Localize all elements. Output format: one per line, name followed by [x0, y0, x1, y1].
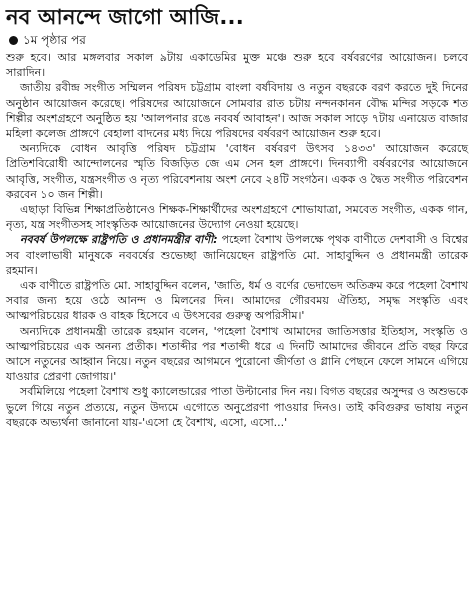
paragraph-2 [6, 80, 468, 141]
paragraph-8-text: সর্বমিলিয়ে পহেলা বৈশাখ শুধু ক্যালেন্ডারের পাতা উল্টানোর দিন নয়। বিগত বছরের অসুন্দর ও অশুভকে ভুলে গিয়ে নতুন প্রত্যয়ে, নতুন উদ্যমে এগোতে অনুপ্রেরণা পাওয়ার দিনও। তাই কবিগুরুর ভাষায় নতুন বছরকে অভ্যর্থনা জানানো যায়-'এসো হে বৈশাখ, এসো, এসো...' [6, 385, 468, 429]
paragraph-5 [6, 232, 468, 278]
paragraph-7 [6, 324, 468, 385]
paragraph-7-text: অন্যদিকে প্রধানমন্ত্রী তারেক রহমান বলেন, 'পহেলা বৈশাখ আমাদের জাতিসত্তার ইতিহাস, সংস্কৃতি ও আত্মপরিচয়ের এক অনন্য প্রতীক। শতাব্দীর পর শতাব্দী ধরে এ দিনটি আমাদের জীবনে প্রতি বছর ফিরে আসে নতুনের আহ্বান নিয়ে। নতুন বছরের আগমনে পুরোনো জীর্ণতা ও গ্লানি পেছনে ফেলে সামনে এগিয়ে যাওয়ার প্রেরণা জোগায়।' [6, 324, 468, 384]
paragraph-4-text: এছাড়া বিভিন্ন শিক্ষাপ্রতিষ্ঠানেও শিক্ষক-শিক্ষার্থীদের অংশগ্রহণে শোভাযাত্রা, সমবেত সংগীত, একক গান, নৃত্য, যন্ত্র সংগীতসহ সাংস্কৃতিক আয়োজনের উদ্যোগ নেওয়া হয়েছে। [6, 203, 468, 232]
paragraph-4 [6, 202, 468, 232]
bullet-dot-icon [9, 36, 18, 45]
paragraph-6-text: এক বাণীতে রাষ্ট্রপতি মো. সাহাবুদ্দিন বলেন, 'জাতি, ধর্ম ও বর্ণের ভেদাভেদ অতিক্রম করে পহেলা বৈশাখ সবার জন্য হয়ে ওঠে আনন্দ ও মিলনের দিন। আমাদের গৌরবময় ঐতিহ্য, সমৃদ্ধ সংস্কৃতি এবং আত্মপরিচয়ের ধারক ও বাহক হিসেবে এ উৎসবের গুরুত্ব অপরিসীম।' [6, 279, 468, 323]
paragraph-1-text: শুরু হবে। আর মঙ্গলবার সকাল ৯টায় একাডেমির মুক্ত মঞ্চে শুরু হবে বর্ষবরণের আয়োজন। চলবে সারাদিন। [6, 51, 468, 80]
paragraph-2-text: জাতীয় রবীন্দ্র সংগীত সম্মিলন পরিষদ চট্টগ্রাম বাংলা বর্ষবিদায় ও নতুন বছরকে বরণ করতে দুই দিনের অনুষ্ঠান আয়োজন করেছে। পরিষদের আয়োজনে সোমবার রাত চটায় নন্দনকানন বৌদ্ধ মন্দির সড়কে শত শিল্পীর অংশগ্রহণে অনুষ্ঠিত হয় 'আলপনার রঙে নববর্ষ আবাহন'। আজ সকাল সাড়ে ৭টায় এনায়েত বাজার মহিলা কলেজ প্রাঙ্গণে বেহালা বাদনের মধ্য দিয়ে পরিষদের বর্ষবরণ আয়োজন শুরু হবে। [6, 81, 468, 141]
paragraph-3 [6, 141, 468, 202]
headline: নব আনন্দে জাগো আজি... [6, 5, 244, 29]
continued-from-line [6, 32, 468, 48]
continued-label: ১ম পৃষ্ঠার পর [23, 33, 86, 47]
paragraph-1 [6, 50, 468, 80]
paragraph-6 [6, 278, 468, 324]
messages-subheading: নববর্ষ উপলক্ষে রাষ্ট্রপতি ও প্রধানমন্ত্রীর বাণী: [20, 233, 218, 247]
paragraph-3-text: অন্যদিকে বোধন আবৃত্তি পরিষদ চট্টগ্রাম 'বোধন বর্ষবরণ উৎসব ১৪৩৩' আয়োজন করেছে প্রিতিশবিরোধী আন্দোলনের স্মৃতি বিজড়িত জে এম সেন হল প্রাঙ্গণে। দিনব্যাপী বর্ষবরণের আয়োজনে আবৃত্তি, সংগীত, যন্ত্রসংগীত ও নৃত্য পরিবেশনায় অংশ নেবে ২৪টি সংগঠন। একক ও দ্বৈত সংগীত পরিবেশন করবেন ১০ জন শিল্পী। [6, 142, 468, 201]
paragraph-8 [6, 384, 468, 430]
paragraph-5-text: পহেলা বৈশাখ উপলক্ষে পৃথক বাণীতে দেশবাসী ও বিশ্বের সব বাংলাভাষী মানুষকে নববর্ষের শুভেচ্ছা জানিয়েছেন রাষ্ট্রপতি মো. সাহাবুদ্দিন ও প্রধানমন্ত্রী তারেক রহমান। [6, 233, 468, 277]
article-body [6, 50, 468, 430]
